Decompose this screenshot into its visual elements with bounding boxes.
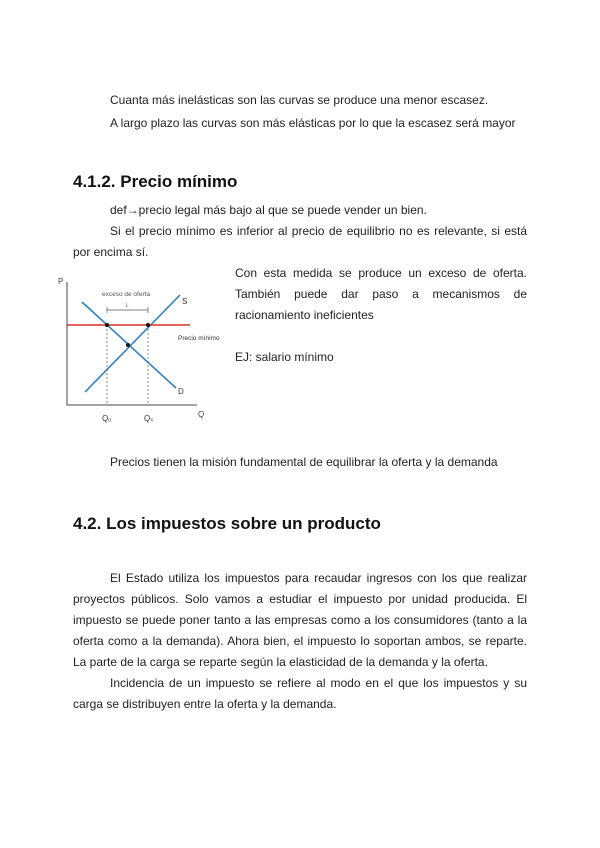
section-heading-precio-minimo: 4.1.2. Precio mínimo <box>73 172 238 191</box>
definition-line: def→precio legal más bajo al que se puede vender un bien. <box>110 203 427 217</box>
paragraph-line: El Estado utiliza los impuestos para recaudar ingresos con los que realizar <box>110 571 527 585</box>
excess-mark: L <box>126 303 129 309</box>
p-axis-label: P <box>58 277 64 286</box>
demand-label: D <box>178 387 184 396</box>
intro-line-1: Cuanta más inelásticas son las curvas se produce una menor escasez. <box>110 93 489 107</box>
q-demand-label: Qₒ <box>102 414 112 423</box>
paragraph-line: La parte de la carga se reparte según la elasticidad de la demanda y la oferta. <box>73 655 488 669</box>
side-text-line: racionamiento ineficientes <box>235 308 374 322</box>
side-text-line: También puede dar paso a mecanismos de <box>235 287 527 301</box>
price-floor-graph <box>52 270 222 428</box>
section-heading-impuestos: 4.2. Los impuestos sobre un producto <box>73 514 381 533</box>
q-supply-label: Qₛ <box>144 414 154 423</box>
supply-at-floor-point <box>146 323 150 327</box>
excess-supply-label: exceso de oferta <box>102 291 151 298</box>
demand-at-floor-point <box>105 323 109 327</box>
paragraph-line: por encima sí. <box>73 245 149 259</box>
supply-curve <box>85 295 180 392</box>
paragraph-line: Si el precio mínimo es inferior al precio de equilibrio no es relevante, si está <box>110 224 527 238</box>
equilibrium-point <box>126 343 130 347</box>
supply-label: S <box>182 297 188 306</box>
paragraph-line: impuesto se puede poner tanto a las empresas como a los consumidores (tanto a la <box>73 613 527 627</box>
q-axis-label: Q <box>198 410 205 419</box>
example-line: EJ: salario mínimo <box>235 350 334 364</box>
paragraph-line: oferta como a la demanda). Ahora bien, el impuesto lo soportan ambos, se reparte. <box>73 634 527 648</box>
price-floor-label: Precio mínimo <box>178 335 220 342</box>
paragraph-line: carga se distribuyen entre la oferta y la demanda. <box>73 697 337 711</box>
closing-line: Precios tienen la misión fundamental de equilibrar la oferta y la demanda <box>110 455 498 469</box>
intro-line-2: A largo plazo las curvas son más elásticas por lo que la escasez será mayor <box>110 116 516 130</box>
paragraph-line: proyectos públicos. Solo vamos a estudiar el impuesto por unidad producida. El <box>73 592 527 606</box>
paragraph-line: Incidencia de un impuesto se refiere al modo en el que los impuestos y su <box>110 676 527 690</box>
side-text-line: Con esta medida se produce un exceso de oferta. <box>235 266 527 280</box>
